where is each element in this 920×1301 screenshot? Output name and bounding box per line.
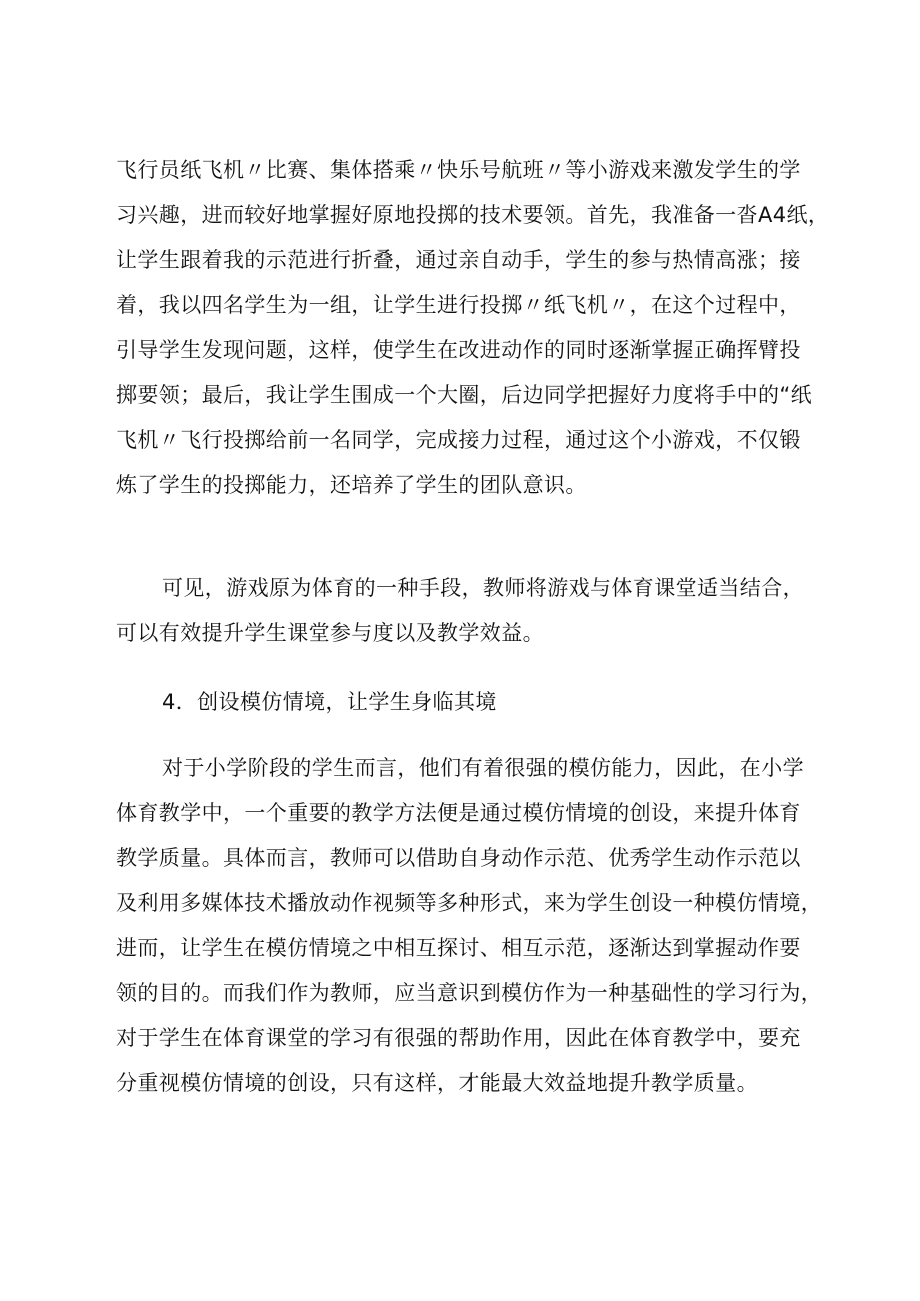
section-heading-text: 4．创设模仿情境，让学生身临其境 [162,690,497,714]
text-line: 炼了学生的投掷能力，还培养了学生的团队意识。 [116,473,587,497]
text-line: 体育教学中，一个重要的教学方法便是通过模仿情境的创设，来提升体育 [116,801,801,825]
text-line: 飞行员纸飞机〃比赛、集体搭乘〃快乐号航班〃等小游戏来激发学生的学 [116,158,801,182]
text-line: 习兴趣，进而较好地掌握好原地投掷的技术要领。首先，我准备一沓A4纸， [116,203,830,227]
text-line: 分重视模仿情境的创设，只有这样，才能最大效益地提升教学质量。 [116,1071,758,1095]
text-line: 进而，让学生在模仿情境之中相互探讨、相互示范，逐渐达到掌握动作要 [116,936,801,960]
text-line: 着，我以四名学生为一组，让学生进行投掷〃纸飞机〃，在这个过程中， [116,293,801,317]
text-line: 及利用多媒体技术播放动作视频等多种形式，来为学生创设一种模仿情境， [116,891,823,915]
paragraph-paper-airplane-games [116,148,830,508]
text-line: 对于小学阶段的学生而言，他们有着很强的模仿能力，因此，在小学 [162,756,804,780]
text-line: 可见，游戏原为体育的一种手段，教师将游戏与体育课堂适当结合， [162,576,804,600]
paragraph-games-conclusion [116,566,806,656]
text-line: 教学质量。具体而言，教师可以借助自身动作示范、优秀学生动作示范以 [116,846,801,870]
text-line: 对于学生在体育课堂的学习有很强的帮助作用，因此在体育教学中，要充 [116,1026,801,1050]
text-line: 可以有效提升学生课堂参与度以及教学效益。 [116,621,544,645]
text-line: 让学生跟着我的示范进行折叠，通过亲自动手，学生的参与热情高涨；接 [116,248,801,272]
paragraph-imitation-scenario [116,746,823,1106]
text-line: 领的目的。而我们作为教师，应当意识到模仿作为一种基础性的学习行为， [116,981,823,1005]
section-heading [116,680,806,725]
text-line: 飞机〃飞行投掷给前一名同学，完成接力过程，通过这个小游戏，不仅锻 [116,428,801,452]
text-line: 引导学生发现问题，这样，使学生在改进动作的同时逐渐掌握正确挥臂投 [116,338,801,362]
text-line: 掷要领；最后，我让学生围成一个大圈，后边同学把握好力度将手中的“纸 [116,383,813,407]
